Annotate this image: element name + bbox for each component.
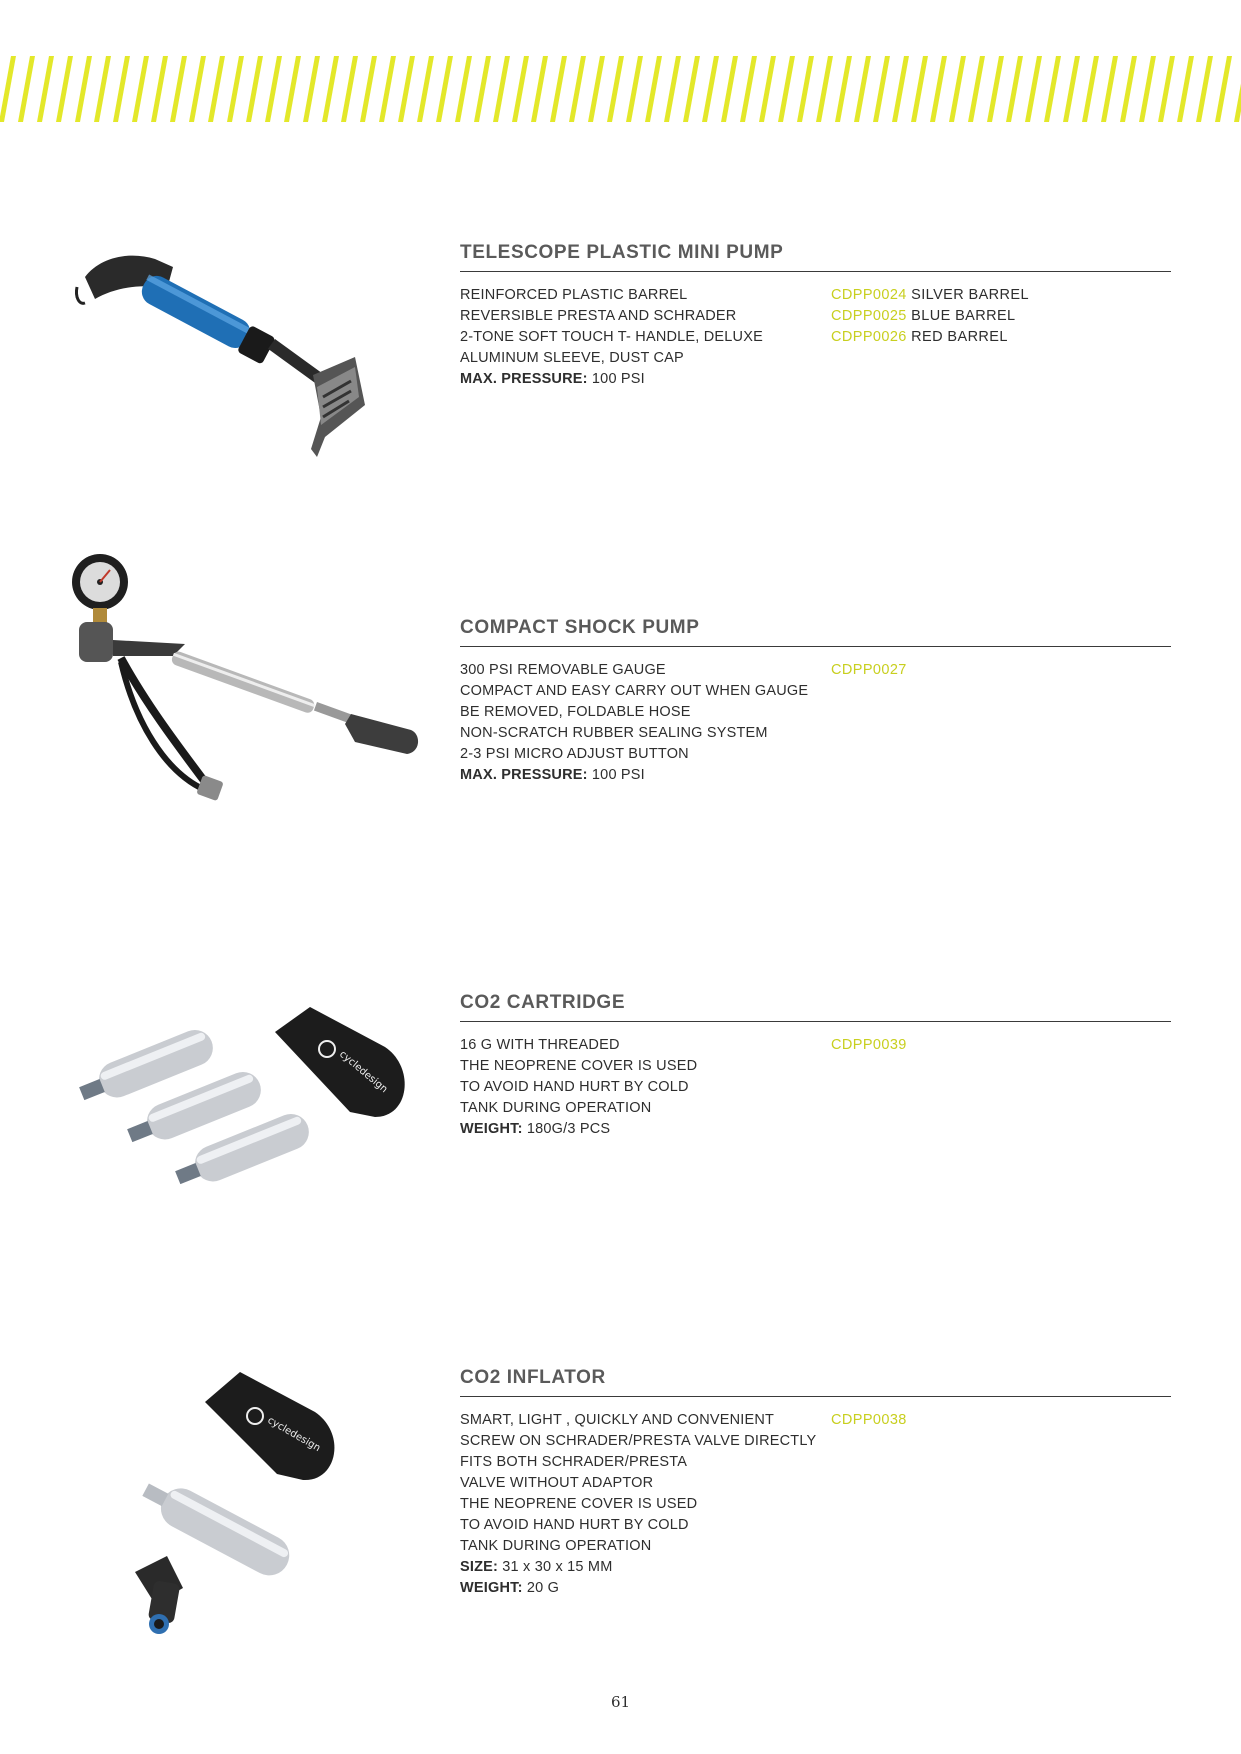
stripe <box>189 56 206 122</box>
stripe <box>398 56 415 122</box>
stripe <box>18 56 35 122</box>
code-line <box>831 660 1171 681</box>
stripe <box>854 56 871 122</box>
stripe <box>474 56 491 122</box>
stripe <box>683 56 700 122</box>
stripe <box>797 56 814 122</box>
code-line <box>831 1035 1171 1056</box>
stripe <box>284 56 301 122</box>
spec-line <box>460 369 820 390</box>
co2-inflator-image <box>55 1342 425 1662</box>
spec-label: MAX. PRESSURE: <box>460 371 588 387</box>
product-title: COMPACT SHOCK PUMP <box>460 617 700 638</box>
spec-value: 180G/3 PCS <box>522 1121 611 1137</box>
stripe <box>1101 56 1118 122</box>
stripe <box>303 56 320 122</box>
page-number: 61 <box>610 1693 631 1711</box>
stripe <box>1196 56 1213 122</box>
spec-label: WEIGHT: <box>460 1121 523 1137</box>
spec-label: WEIGHT: <box>460 1580 523 1596</box>
product-codes <box>831 285 1171 348</box>
stripe <box>968 56 985 122</box>
stripe <box>436 56 453 122</box>
code-line <box>831 1410 1171 1431</box>
product-co2-cartridge <box>0 987 1241 1317</box>
stripe <box>550 56 567 122</box>
spec-line <box>460 1578 820 1599</box>
stripe <box>417 56 434 122</box>
product-description <box>460 1410 820 1599</box>
stripe <box>1215 56 1232 122</box>
product-compact-shock-pump <box>0 612 1241 942</box>
feature-line: SCREW ON SCHRADER/PRESTA VALVE DIRECTLY <box>460 1433 817 1449</box>
product-code: CDPP0039 <box>831 1037 907 1053</box>
product-codes <box>831 660 1171 681</box>
title-rule <box>460 646 1171 647</box>
stripe <box>341 56 358 122</box>
stripe <box>740 56 757 122</box>
stripe <box>588 56 605 122</box>
stripe <box>227 56 244 122</box>
stripe <box>360 56 377 122</box>
feature-line: VALVE WITHOUT ADAPTOR <box>460 1475 654 1491</box>
feature-line: SMART, LIGHT , QUICKLY AND CONVENIENT <box>460 1412 775 1428</box>
product-description <box>460 1035 820 1140</box>
code-line <box>831 285 1171 306</box>
product-title: CO2 CARTRIDGE <box>460 992 626 1013</box>
stripe <box>512 56 529 122</box>
feature-line: TANK DURING OPERATION <box>460 1100 652 1116</box>
stripe <box>645 56 662 122</box>
product-telescope-mini-pump <box>0 237 1241 567</box>
spec-line <box>460 1557 820 1578</box>
stripe <box>835 56 852 122</box>
product-code: CDPP0024 <box>831 287 907 303</box>
stripe <box>702 56 719 122</box>
product-code: CDPP0038 <box>831 1412 907 1428</box>
stripe <box>113 56 130 122</box>
spec-label: MAX. PRESSURE: <box>460 767 588 783</box>
feature-line: FITS BOTH SCHRADER/PRESTA <box>460 1454 688 1470</box>
stripe <box>208 56 225 122</box>
spec-value: 100 PSI <box>587 767 645 783</box>
stripe <box>778 56 795 122</box>
product-title: CO2 INFLATOR <box>460 1367 606 1388</box>
mini-pump-image <box>55 237 425 557</box>
feature-line: REINFORCED PLASTIC BARREL <box>460 287 688 303</box>
spec-value: 100 PSI <box>587 371 645 387</box>
stripe <box>626 56 643 122</box>
product-description <box>460 285 820 390</box>
stripe <box>531 56 548 122</box>
stripe <box>1044 56 1061 122</box>
product-co2-inflator <box>0 1362 1241 1692</box>
variant-label: RED BARREL <box>906 329 1008 345</box>
code-line <box>831 327 1171 348</box>
spec-value: 31 x 30 x 15 MM <box>498 1559 613 1575</box>
stripe <box>94 56 111 122</box>
spec-label: SIZE: <box>460 1559 499 1575</box>
spec-value: 20 G <box>522 1580 560 1596</box>
stripe <box>949 56 966 122</box>
stripe <box>1006 56 1023 122</box>
stripe <box>322 56 339 122</box>
stripe <box>664 56 681 122</box>
title-rule <box>460 1021 1171 1022</box>
product-codes <box>831 1035 1171 1056</box>
stripe <box>1158 56 1175 122</box>
product-description <box>460 660 820 786</box>
spec-line <box>460 765 820 786</box>
product-code: CDPP0025 <box>831 308 907 324</box>
striped-header-band <box>0 56 1241 122</box>
feature-line: THE NEOPRENE COVER IS USED <box>460 1496 698 1512</box>
title-rule <box>460 271 1171 272</box>
code-line <box>831 306 1171 327</box>
stripe <box>873 56 890 122</box>
stripe <box>930 56 947 122</box>
stripe <box>1063 56 1080 122</box>
stripe <box>569 56 586 122</box>
feature-line: 2-TONE SOFT TOUCH T- HANDLE, DELUXE <box>460 329 763 345</box>
feature-line: BE REMOVED, FOLDABLE HOSE <box>460 704 691 720</box>
stripe <box>455 56 472 122</box>
product-codes <box>831 1410 1171 1431</box>
stripe <box>37 56 54 122</box>
feature-line: 2-3 PSI MICRO ADJUST BUTTON <box>460 746 689 762</box>
feature-line: TANK DURING OPERATION <box>460 1538 652 1554</box>
variant-label: SILVER BARREL <box>906 287 1029 303</box>
stripe <box>1177 56 1194 122</box>
stripe <box>1120 56 1137 122</box>
stripe <box>987 56 1004 122</box>
stripe <box>493 56 510 122</box>
stripe <box>1082 56 1099 122</box>
stripe <box>721 56 738 122</box>
feature-line: ALUMINUM SLEEVE, DUST CAP <box>460 350 684 366</box>
stripe <box>911 56 928 122</box>
variant-label: BLUE BARREL <box>906 308 1016 324</box>
stripe <box>607 56 624 122</box>
product-code: CDPP0026 <box>831 329 907 345</box>
stripe <box>265 56 282 122</box>
stripe <box>816 56 833 122</box>
stripe <box>75 56 92 122</box>
feature-line: 16 G WITH THREADED <box>460 1037 620 1053</box>
stripe <box>132 56 149 122</box>
stripe <box>1234 56 1241 122</box>
title-rule <box>460 1396 1171 1397</box>
product-code: CDPP0027 <box>831 662 907 678</box>
feature-line: TO AVOID HAND HURT BY COLD <box>460 1079 689 1095</box>
stripe <box>1025 56 1042 122</box>
feature-line: REVERSIBLE PRESTA AND SCHRADER <box>460 308 737 324</box>
product-title: TELESCOPE PLASTIC MINI PUMP <box>460 242 784 263</box>
svg-text:cycledesign: cycledesign <box>337 1048 390 1096</box>
spec-line <box>460 1119 820 1140</box>
stripe <box>151 56 168 122</box>
feature-line: TO AVOID HAND HURT BY COLD <box>460 1517 689 1533</box>
stripe <box>170 56 187 122</box>
svg-text:cycledesign: cycledesign <box>265 1415 323 1455</box>
feature-line: NON-SCRATCH RUBBER SEALING SYSTEM <box>460 725 768 741</box>
co2-cartridges-image <box>55 977 425 1297</box>
feature-line: THE NEOPRENE COVER IS USED <box>460 1058 698 1074</box>
feature-line: 300 PSI REMOVABLE GAUGE <box>460 662 666 678</box>
shock-pump-image <box>55 552 425 872</box>
feature-line: COMPACT AND EASY CARRY OUT WHEN GAUGE <box>460 683 809 699</box>
stripe <box>1139 56 1156 122</box>
stripe <box>56 56 73 122</box>
stripe <box>246 56 263 122</box>
stripe <box>892 56 909 122</box>
stripe <box>759 56 776 122</box>
stripe <box>0 56 16 122</box>
stripe <box>379 56 396 122</box>
